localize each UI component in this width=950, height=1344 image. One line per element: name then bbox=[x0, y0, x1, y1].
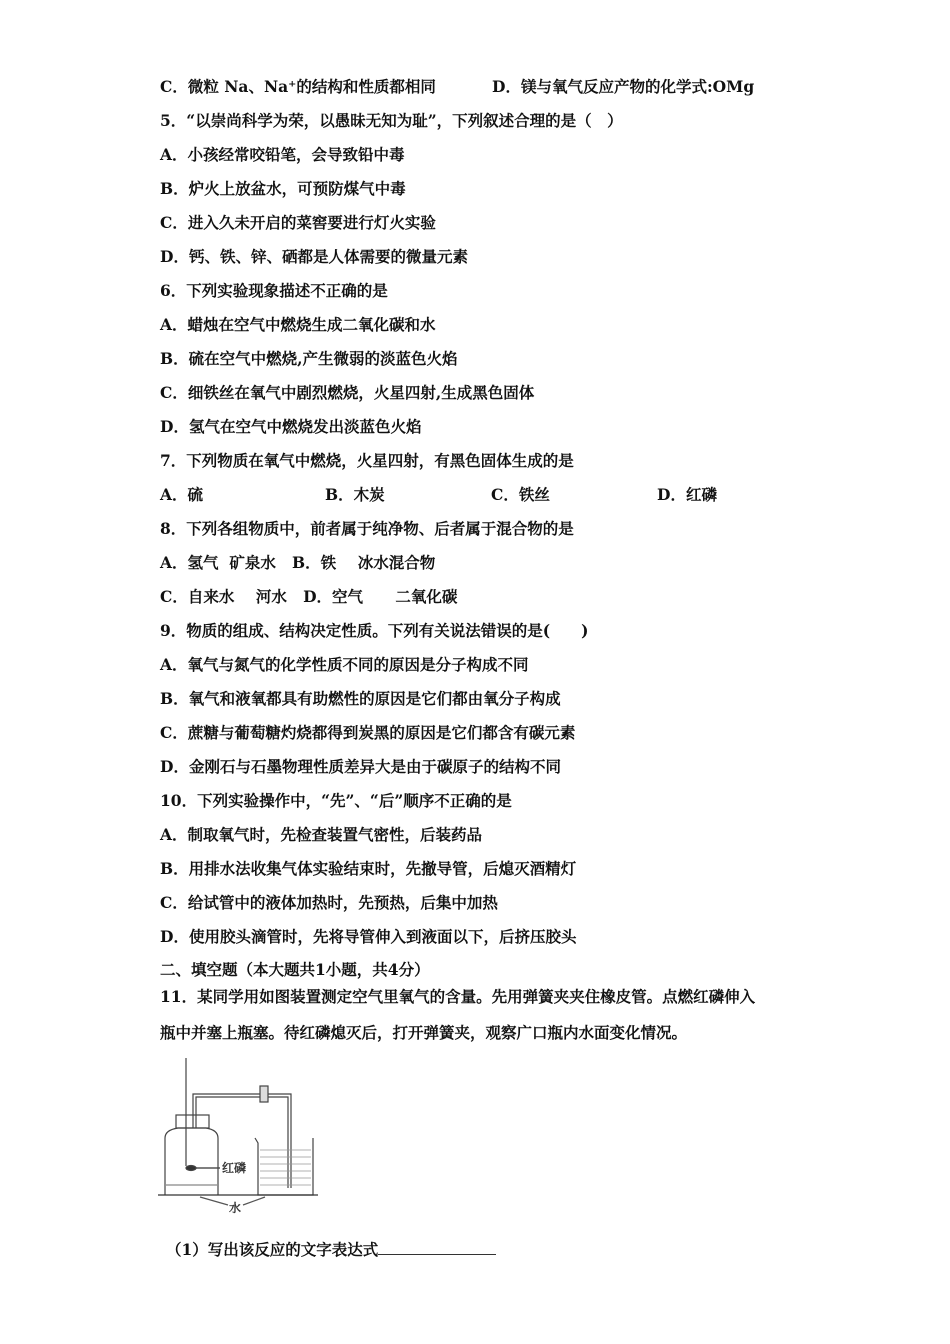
q7-option-d: D．红磷 bbox=[657, 485, 717, 504]
phosphorus-spoon bbox=[186, 1166, 196, 1171]
q7-option-a: A．硫 bbox=[160, 485, 204, 504]
water-label: 水 bbox=[229, 1201, 242, 1215]
q7-option-b: B．木炭 bbox=[325, 485, 385, 504]
q5-option-d: D．钙、铁、锌、硒都是人体需要的微量元素 bbox=[160, 247, 468, 266]
q6-option-d: D．氢气在空气中燃烧发出淡蓝色火焰 bbox=[160, 417, 422, 436]
experiment-apparatus-figure bbox=[150, 1050, 330, 1220]
phosphorus-label: 红磷 bbox=[222, 1161, 247, 1175]
spring-clamp bbox=[260, 1086, 268, 1102]
q5-option-c: C．进入久未开启的菜窖要进行灯火实验 bbox=[160, 213, 436, 232]
q11-stem-line2: 瓶中并塞上瓶塞。待红磷熄灭后，打开弹簧夹，观察广口瓶内水面变化情况。 bbox=[160, 1023, 688, 1042]
q10-option-a: A．制取氧气时，先检查装置气密性，后装药品 bbox=[160, 825, 483, 844]
q9-option-d: D．金刚石与石墨物理性质差异大是由于碳原子的结构不同 bbox=[160, 757, 561, 776]
q6-option-c: C．细铁丝在氧气中剧烈燃烧，火星四射,生成黑色固体 bbox=[160, 383, 535, 402]
q10-option-d: D．使用胶头滴管时，先将导管伸入到液面以下，后挤压胶头 bbox=[160, 927, 577, 946]
q8-options-cd: C．自来水 河水 D．空气 二氧化碳 bbox=[160, 587, 458, 606]
q6-option-b: B．硫在空气中燃烧,产生微弱的淡蓝色火焰 bbox=[160, 349, 458, 368]
q10-option-b: B．用排水法收集气体实验结束时，先撤导管，后熄灭酒精灯 bbox=[160, 859, 577, 878]
q6-option-a: A．蜡烛在空气中燃烧生成二氧化碳和水 bbox=[160, 315, 436, 334]
answer-blank[interactable] bbox=[378, 1240, 496, 1255]
q6-stem: 6．下列实验现象描述不正确的是 bbox=[160, 281, 388, 300]
q5-option-b: B．炉火上放盆水，可预防煤气中毒 bbox=[160, 179, 406, 198]
q4-option-c: C．微粒 Na、Na⁺的结构和性质都相同 bbox=[160, 77, 436, 96]
q5-stem: 5．“以崇尚科学为荣，以愚昧无知为耻”，下列叙述合理的是（ ） bbox=[160, 111, 623, 130]
section-heading: 二、填空题（本大题共1小题，共4分） bbox=[160, 960, 430, 979]
q4-option-d: D．镁与氧气反应产物的化学式:OMg bbox=[492, 77, 755, 96]
beaker bbox=[255, 1138, 313, 1195]
q8-stem: 8．下列各组物质中，前者属于纯净物、后者属于混合物的是 bbox=[160, 519, 574, 538]
q8-options-ab: A．氢气 矿泉水 B．铁 冰水混合物 bbox=[160, 553, 436, 572]
q9-option-b: B．氧气和液氧都具有助燃性的原因是它们都由氧分子构成 bbox=[160, 689, 561, 708]
q9-stem: 9．物质的组成、结构决定性质。下列有关说法错误的是( ) bbox=[160, 621, 589, 640]
q11-stem-line1: 11．某同学用如图装置测定空气里氧气的含量。先用弹簧夹夹住橡皮管。点燃红磷伸入 bbox=[160, 987, 756, 1006]
q7-stem: 7．下列物质在氧气中燃烧，火星四射，有黑色固体生成的是 bbox=[160, 451, 574, 470]
q11-sub1-text: （1）写出该反应的文字表达式 bbox=[166, 1240, 379, 1259]
beaker-water bbox=[260, 1150, 311, 1185]
q11-sub1 bbox=[166, 1240, 496, 1260]
q9-option-a: A．氧气与氮气的化学性质不同的原因是分子构成不同 bbox=[160, 655, 529, 674]
q9-option-c: C．蔗糖与葡萄糖灼烧都得到炭黑的原因是它们都含有碳元素 bbox=[160, 723, 576, 742]
q10-option-c: C．给试管中的液体加热时，先预热，后集中加热 bbox=[160, 893, 498, 912]
q4-options bbox=[160, 77, 755, 97]
q7-option-c: C．铁丝 bbox=[491, 485, 550, 504]
q5-option-a: A．小孩经常咬铅笔，会导致铅中毒 bbox=[160, 145, 405, 164]
q10-stem: 10．下列实验操作中，“先”、“后”顺序不正确的是 bbox=[160, 791, 512, 810]
